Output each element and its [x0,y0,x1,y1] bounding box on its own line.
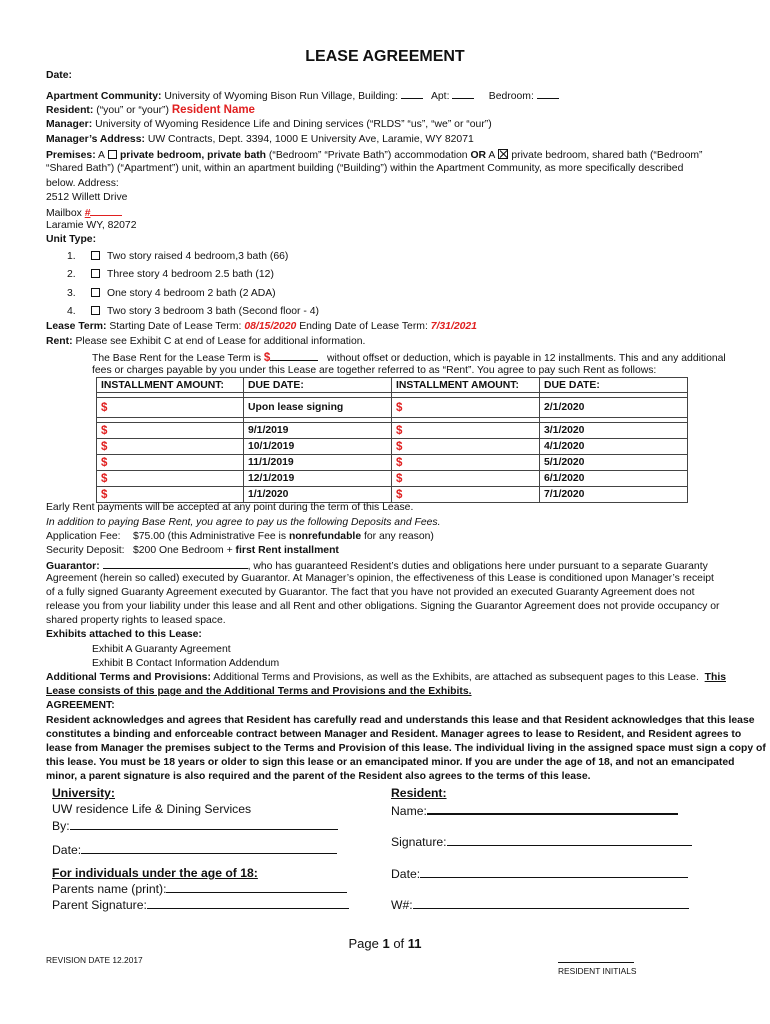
table-row [97,423,688,439]
parent-name-line: Parents name (print): [52,881,347,896]
mailbox-blank[interactable] [90,206,122,216]
initials-line[interactable] [558,962,634,963]
premises-a2: A [488,150,496,161]
parent-name-field[interactable] [166,881,347,893]
resident-signature-field[interactable] [447,834,692,846]
agreement-line: Resident acknowledges and agrees that Resident has carefully read and understands this lease and that Resident acknowledges that this lease [46,715,755,726]
rent-line [46,336,365,347]
additional-terms-line: Additional Terms and Provisions: Additional Terms and Provisions, as well as the Exhibits, are attached as subsequent pages to this Lease. This [46,672,726,683]
page-title: LEASE AGREEMENT [305,48,465,65]
amount-cell[interactable]: $ [97,439,244,455]
premises-city: Laramie WY, 82072 [46,220,137,231]
premises-label: Premises: [46,150,96,161]
lease-term-label: Lease Term: [46,321,107,332]
due-cell: Upon lease signing [244,398,392,418]
bedroom-blank[interactable] [537,89,559,99]
manager-text: University of Wyoming Residence Life and Dining services (“RLDS” “us”, “we” or “our”) [95,119,492,130]
amount-cell[interactable]: $ [97,487,244,503]
guarantor-line4: release you from your liability under this lease and all Rent and other obligations. Signing the Guarantor Agreement does not provide occupancy or [46,601,720,612]
agreement-label: AGREEMENT: [46,700,115,711]
start-date[interactable]: 08/15/2020 [244,321,297,332]
guarantor-line2: Agreement (herein so called) executed by Guarantor. At Manager’s opinion, the effectiveness of this Lease is conditioned upon Manager’s receipt [46,573,714,584]
table-row [97,455,688,471]
installment-table [96,377,688,503]
by-line: By: [52,818,338,833]
amount-cell[interactable]: $ [97,423,244,439]
premises-line [46,149,703,161]
mailbox-label: Mailbox [46,208,82,219]
private-bath-checkbox[interactable] [108,150,117,159]
guarantor-line3: of a fully signed Guaranty Agreement executed by Guarantor. The fact that you have not provided an executed Guaranty Agreement does not [46,587,695,598]
due-cell: 5/1/2020 [540,455,688,471]
w-number-line: W#: [391,897,689,912]
header-installment-amount: INSTALLMENT AMOUNT: [97,378,244,393]
resident-text: (“you” or “your”) [96,105,169,116]
exhibits-label: Exhibits attached to this Lease: [46,629,202,640]
amount-cell[interactable]: $ [392,471,540,487]
premises-text3: (“Bedroom” [649,150,703,161]
manager-line [46,119,492,130]
mailbox-value[interactable]: # [84,208,91,219]
bedroom-label: Bedroom: [488,91,534,102]
manager-address-line [46,134,474,145]
resident-initials-label: RESIDENT INITIALS [558,966,637,976]
table-row [97,487,688,503]
premises-street: 2512 Willett Drive [46,192,128,203]
university-name: UW residence Life & Dining Services [52,802,252,816]
security-deposit-line: Security Deposit: $200 One Bedroom + first Rent installment [46,545,339,556]
rent-label: Rent: [46,336,73,347]
unit-checkbox[interactable] [91,251,100,260]
unit-type-label: Unit Type: [46,234,97,245]
due-cell: 6/1/2020 [540,471,688,487]
university-date-line: Date: [52,842,337,857]
unit-checkbox[interactable] [91,288,100,297]
agreement-line: lease from Manager the premises subject to the Terms and Provision of this lease. The individual living in the assigned space must sign a copy of [46,743,766,754]
unit-option-3[interactable]: 3. One story 4 bedroom 2 bath (2 ADA) [67,288,276,299]
community-label: Apartment Community: [46,91,162,102]
resident-date-line: Date: [391,866,688,881]
early-rent: Early Rent payments will be accepted at any point during the term of this Lease. [46,502,414,513]
resident-name[interactable]: Resident Name [171,104,255,116]
parent-signature-line: Parent Signature: [52,897,349,912]
end-date[interactable]: 7/31/2021 [430,321,477,332]
application-fee-line: Application Fee: $75.00 (this Administrative Fee is nonrefundable for any reason) [46,531,434,542]
premises-line3: below. Address: [46,178,119,189]
mailbox-line [46,206,122,219]
premises-text2: private bedroom, shared bath [511,150,648,161]
resident-sig-label: Resident: [391,786,447,800]
w-number-field[interactable] [413,897,689,909]
rent-text: Please see Exhibit C at end of Lease for additional information. [75,336,366,347]
guarantor-line5: shared property rights to leased space. [46,615,226,626]
resident-signature-line: Signature: [391,834,692,849]
unit-option-4[interactable]: 4. Two story 3 bedroom 3 bath (Second floor - 4) [67,306,319,317]
amount-cell[interactable]: $ [392,398,540,418]
guarantor-label: Guarantor: [46,561,100,572]
due-cell: 12/1/2019 [244,471,392,487]
deposits-intro: In addition to paying Base Rent, you agree to pay us the following Deposits and Fees. [46,517,441,528]
due-cell: 7/1/2020 [540,487,688,503]
base-rent-line: The Base Rent for the Lease Term is $ without offset or deduction, which is payable in 12 installments. This and any additional [92,352,726,364]
by-signature-field[interactable] [70,818,338,830]
community-text: University of Wyoming Bison Run Village, Building: [164,91,398,102]
amount-cell[interactable]: $ [97,471,244,487]
table-header-row [97,378,688,393]
building-blank[interactable] [401,89,423,99]
table-row [97,471,688,487]
exhibit-item: Exhibit B Contact Information Addendum [92,658,280,669]
resident-name-field[interactable] [427,802,678,815]
agreement-line: this lease. You must be 18 years or older to sign this lease or an emancipated minor. If you are under the age of 18, and not an emancipated [46,757,735,768]
unit-option-1[interactable]: 1. Two story raised 4 bedroom,3 bath (66) [67,251,289,262]
agreement-line: minor, a parent signature is also required and the parent of the Resident also agrees to the terms of this lease. [46,771,591,782]
header-installment-amount: INSTALLMENT AMOUNT: [392,378,540,393]
lease-term-line [46,321,477,332]
amount-cell[interactable]: $ [392,423,540,439]
table-row [97,398,688,418]
unit-checkbox[interactable] [91,269,100,278]
shared-bath-checkbox-checked[interactable] [498,149,508,159]
manager-address-label: Manager’s Address: [46,134,145,145]
amount-cell[interactable]: $ [392,487,540,503]
premises-a1: A [98,150,105,161]
amount-cell[interactable]: $ [392,455,540,471]
table-row [97,439,688,455]
guarantor-line: Guarantor: , who has guaranteed Resident’s duties and obligations here under pursuant to a separate Guaranty [46,561,708,572]
header-due-date: DUE DATE: [540,378,688,393]
date-label: Date: [46,70,72,81]
due-cell: 2/1/2020 [540,398,688,418]
apt-label: Apt: [430,91,450,102]
due-cell: 1/1/2020 [244,487,392,503]
base-rent-line2: fees or charges payable by you under this Lease are together referred to as “Rent”. You agree to pay such Rent as follows: [92,365,657,376]
university-label: University: [52,786,115,800]
premises-opt1: private bedroom, private bath [119,150,267,161]
community-line [46,89,559,102]
revision-date: REVISION DATE 12.2017 [46,955,143,965]
due-cell: 3/1/2020 [540,423,688,439]
due-cell: 10/1/2019 [244,439,392,455]
due-cell: 4/1/2020 [540,439,688,455]
page-number: Page 1 of 11 [348,936,422,951]
base-rent-dollar[interactable]: $ [263,352,271,364]
resident-date-field[interactable] [420,866,688,878]
start-label: Starting Date of Lease Term: [109,321,242,332]
amount-cell[interactable]: $ [392,439,540,455]
resident-name-line: Name: [391,802,678,818]
due-cell: 9/1/2019 [244,423,392,439]
premises-text1: (“Bedroom” “Private Bath”) accommodation [268,150,468,161]
resident-label: Resident: [46,105,94,116]
additional-terms-line2: Lease consists of this page and the Additional Terms and Provisions and the Exhibits. [46,686,472,697]
manager-label: Manager: [46,119,93,130]
amount-cell[interactable]: $ [97,455,244,471]
university-date-field[interactable] [81,842,337,854]
resident-line [46,104,255,116]
premises-or: OR [470,150,487,161]
end-label: Ending Date of Lease Term: [299,321,428,332]
exhibit-item: Exhibit A Guaranty Agreement [92,644,231,655]
parent-signature-field[interactable] [147,897,349,909]
header-due-date: DUE DATE: [244,378,392,393]
manager-address-text: UW Contracts, Dept. 3394, 1000 E University Ave, Laramie, WY 82071 [147,134,474,145]
premises-line2: “Shared Bath”) (“Apartment”) unit, within an apartment building (“Building”) within the Apartment Community, as more specifically described [46,163,684,174]
base-rent-blank[interactable] [270,351,318,361]
unit-checkbox[interactable] [91,306,100,315]
apt-blank[interactable] [452,89,474,99]
guarantor-blank[interactable] [103,559,248,569]
agreement-line: constitutes a binding and enforceable contract between Manager and Resident. Manager agrees to lease to Resident, and Resident agrees to [46,729,742,740]
amount-cell[interactable]: $ [97,398,244,418]
due-cell: 11/1/2019 [244,455,392,471]
under18-label: For individuals under the age of 18: [52,866,258,880]
unit-option-2[interactable]: 2. Three story 4 bedroom 2.5 bath (12) [67,269,274,280]
